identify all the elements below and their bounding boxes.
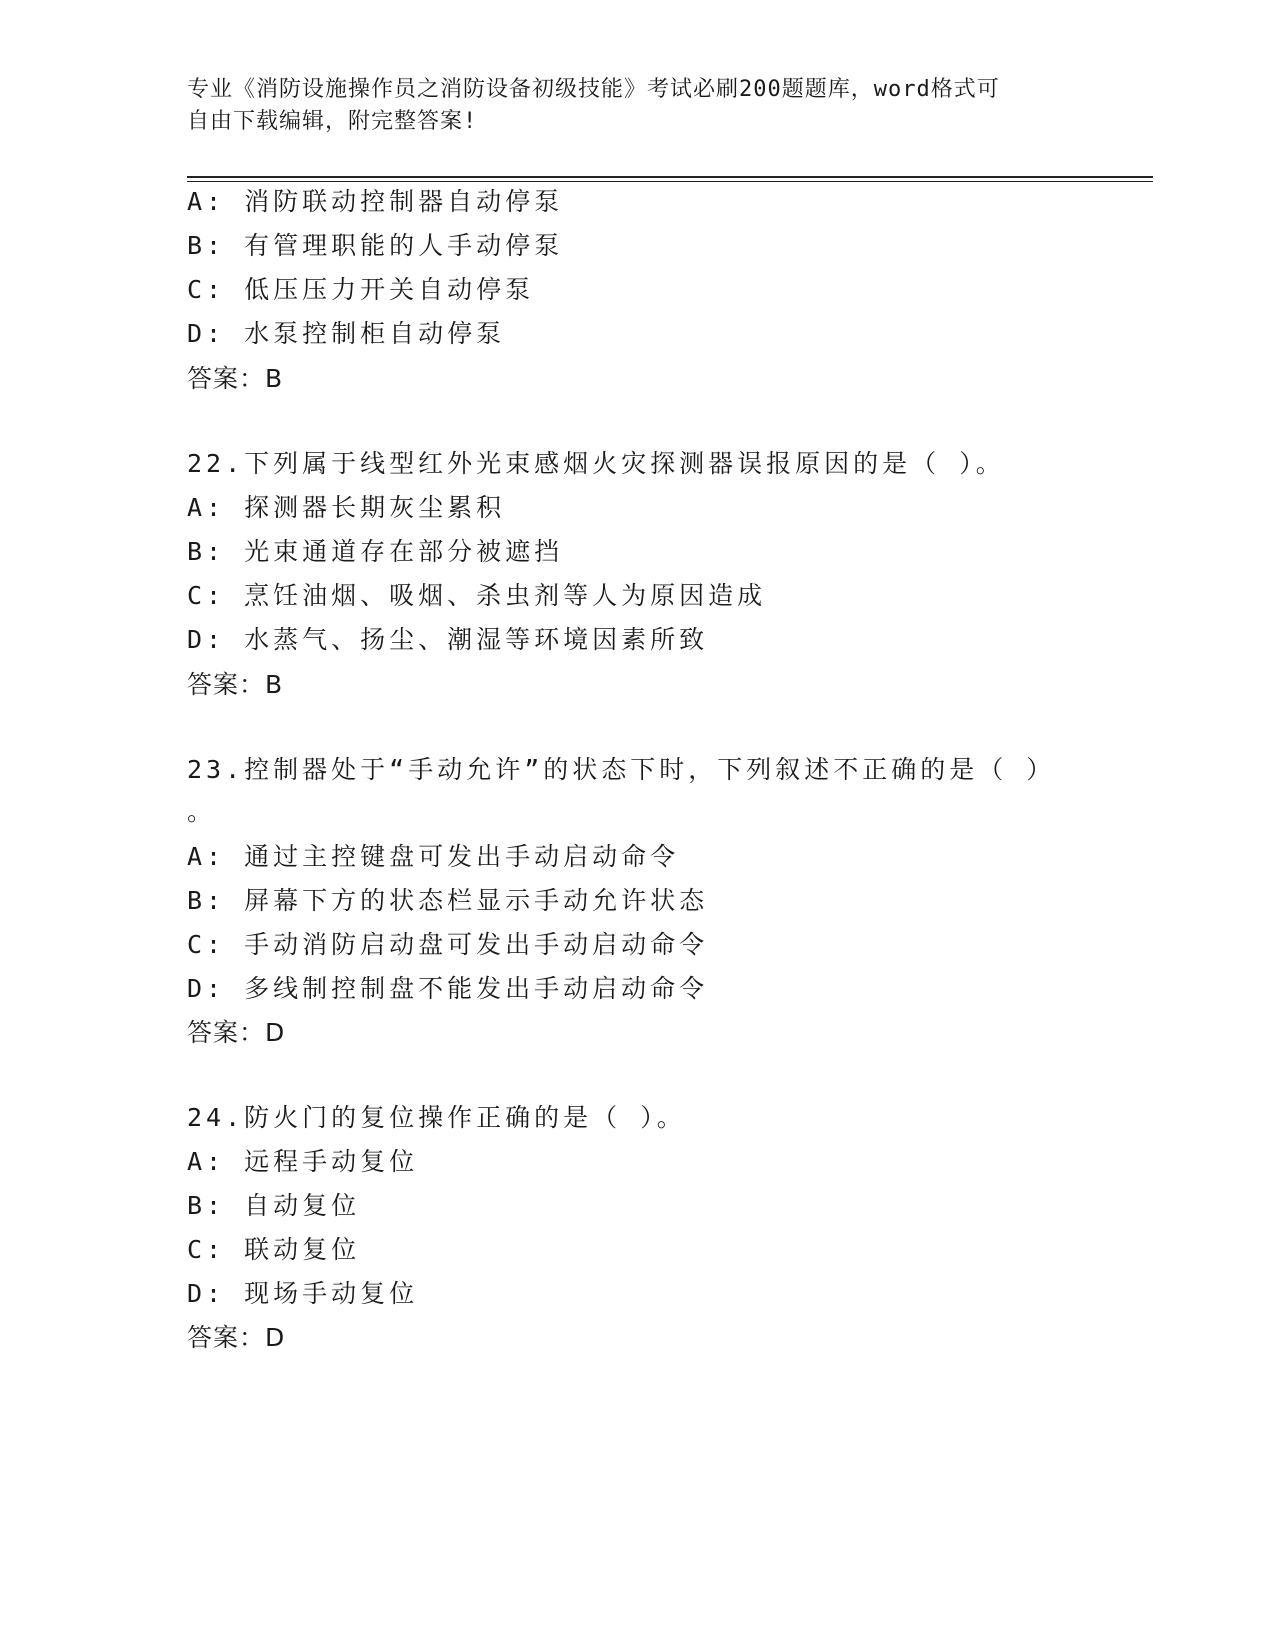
header-line-2: 自由下载编辑，附完整答案! xyxy=(187,109,478,134)
q22-option-b: B: 光束通道存在部分被遮挡 xyxy=(187,537,564,566)
q22-option-d: D: 水蒸气、扬尘、潮湿等环境因素所致 xyxy=(187,625,709,654)
q22-question: 22.下列属于线型红外光束感烟火灾探测器误报原因的是（ ）。 xyxy=(187,449,1005,478)
q21-option-b: B: 有管理职能的人手动停泵 xyxy=(187,231,564,260)
q23-option-b: B: 屏幕下方的状态栏显示手动允许状态 xyxy=(187,886,709,915)
q23-option-d: D: 多线制控制盘不能发出手动启动命令 xyxy=(187,974,709,1003)
q24-question: 24.防火门的复位操作正确的是（ ）。 xyxy=(187,1103,686,1132)
q24-option-a: A: 远程手动复位 xyxy=(187,1147,419,1176)
header-divider-thin xyxy=(187,181,1153,182)
q23-option-c: C: 手动消防启动盘可发出手动启动命令 xyxy=(187,930,709,959)
q24-option-b: B: 自动复位 xyxy=(187,1191,361,1220)
q22-option-a: A: 探测器长期灰尘累积 xyxy=(187,493,506,522)
q24-answer: 答案：D xyxy=(187,1323,286,1352)
q23-option-a: A: 通过主控键盘可发出手动启动命令 xyxy=(187,842,680,871)
q23-answer: 答案：D xyxy=(187,1018,286,1047)
q21-option-a: A: 消防联动控制器自动停泵 xyxy=(187,187,564,216)
document-header xyxy=(187,74,1087,138)
q21-option-d: D: 水泵控制柜自动停泵 xyxy=(187,319,506,348)
q22-option-c: C: 烹饪油烟、吸烟、杀虫剂等人为原因造成 xyxy=(187,581,767,610)
q24-option-c: C: 联动复位 xyxy=(187,1235,361,1264)
q23-question-line-2: 。 xyxy=(187,797,217,826)
header-line-1: 专业《消防设施操作员之消防设备初级技能》考试必刷200题题库，word格式可 xyxy=(187,77,1000,102)
q21-answer: 答案：B xyxy=(187,364,284,393)
q23-question-line-1: 23.控制器处于“手动允许”的状态下时，下列叙述不正确的是（ ） xyxy=(187,755,1056,784)
q21-option-c: C: 低压压力开关自动停泵 xyxy=(187,275,535,304)
q24-option-d: D: 现场手动复位 xyxy=(187,1279,419,1308)
header-divider-thick xyxy=(187,176,1153,178)
q22-answer: 答案：B xyxy=(187,670,284,699)
